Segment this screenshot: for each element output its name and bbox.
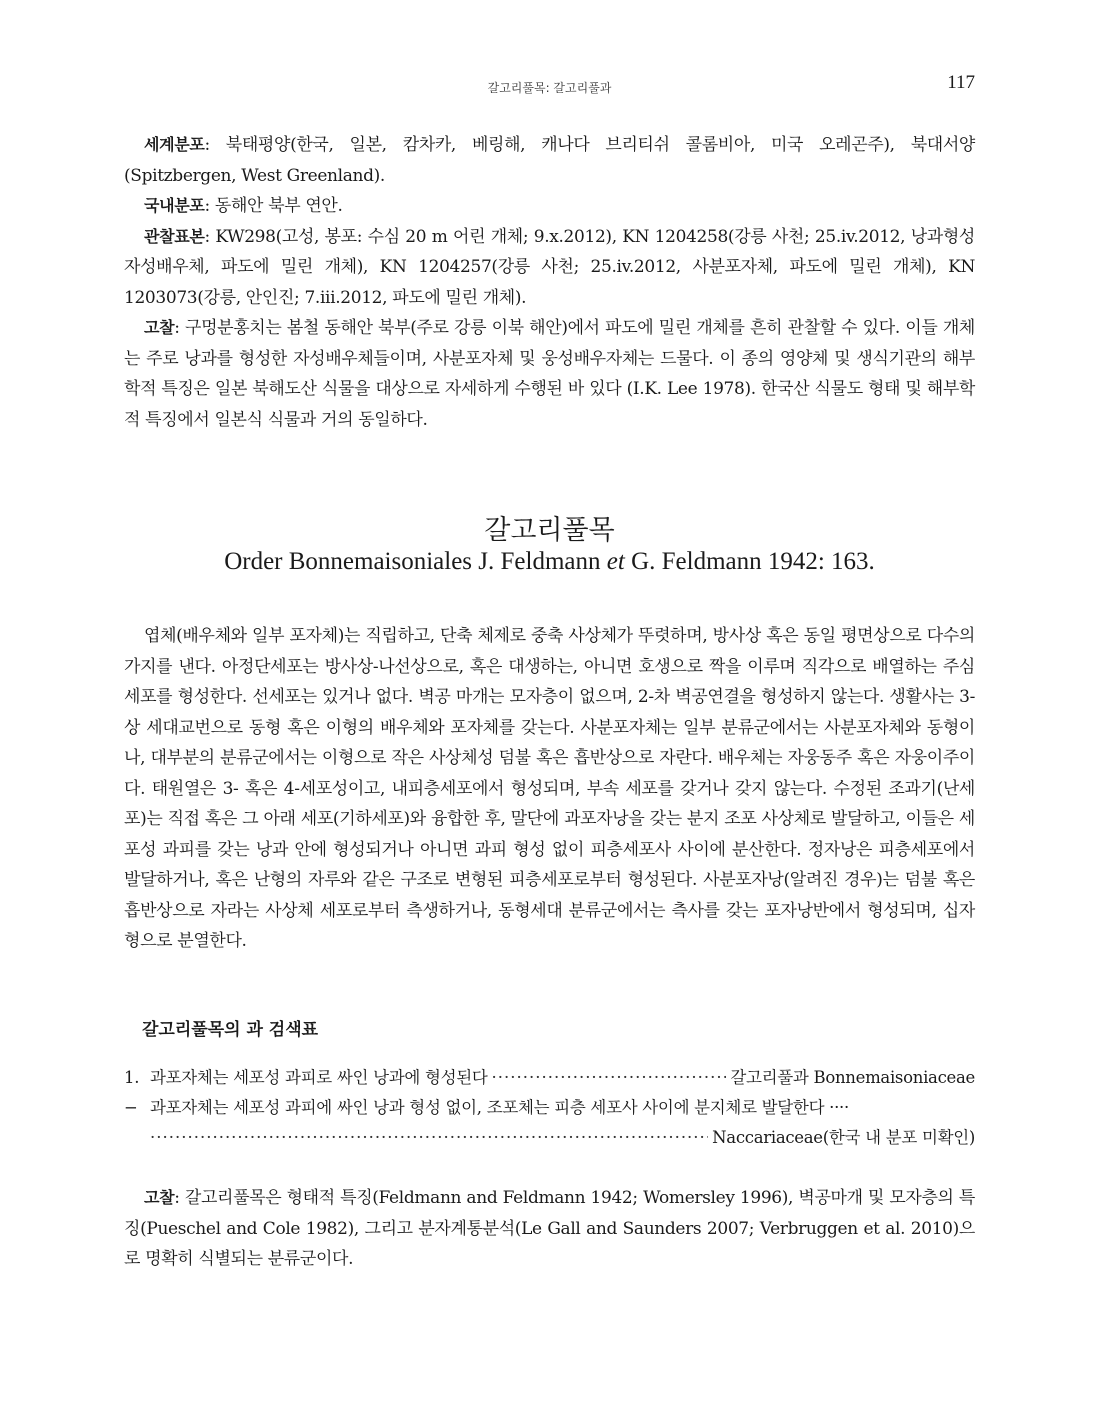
specimens-paragraph xyxy=(124,222,975,314)
world-distribution-label: 세계분포 xyxy=(144,135,205,154)
order-description: 엽체(배우체와 일부 포자체)는 직립하고, 단축 체제로 중축 사상체가 뚜렷하며, 방사상 혹은 동일 평면상으로 다수의 가지를 낸다. 아정단세포는 방사상-나선상으로, 혹은 대생하는, 아니면 호생으로 짝을 이루며 직각으로 배열하는 주심세포를 형성한다. 선세포는 있거나 없다. 벽공 마개는 모자층이 없으며, 2-차 벽공연결을 형성하지 않는다. 생활사는 3-상 세대교번으로 동형 혹은 이형의 배우체와 포자체를 갖는다. 사분포자체는 일부 분류군에서는 사분포자체와 동형이나, 대부분의 분류군에서는 이형으로 작은 사상체성 덤불 혹은 흡반상으로 자란다. 배우체는 자웅동주 혹은 자웅이주이다. 태원열은 3- 혹은 4-세포성이고, 내피층세포에서 형성되며, 부속 세포를 갖거나 갖지 않는다. 수정된 조과기(난세포)는 직접 혹은 그 아래 세포(기하세포)와 융합한 후, 말단에 과포자낭을 갖는 분지 조포 사상체로 발달하고, 이들은 세포성 과피를 갖는 낭과 안에 형성되거나 아니면 과피 형성 없이 피층세포사 사이에 분산한다. 정자낭은 피층세포에서 발달하거나, 혹은 난형의 자루와 같은 구조로 변형된 피층세포로부터 형성된다. 사분포자낭(알려진 경우)는 덤불 혹은 흡반상으로 자라는 사상체 세포로부터 측생하거나, 동형세대 분류군에서는 측사를 갖는 포자낭반에서 형성되며, 십자형으로 분열한다. xyxy=(124,626,975,951)
order-title: 갈고리풀목 xyxy=(484,515,615,546)
leader-dots xyxy=(492,1068,727,1087)
order-subtitle xyxy=(124,548,975,576)
order-subtitle-before: Order Bonnemaisoniales J. Feldmann xyxy=(224,548,607,575)
key-item-2-number: − xyxy=(124,1098,138,1117)
key-item-1-text: 과포자체는 세포성 과피로 싸인 낭과에 형성된다 xyxy=(150,1068,488,1087)
world-distribution-paragraph xyxy=(124,130,975,191)
page-number: 117 xyxy=(947,72,975,93)
leader-dots xyxy=(150,1128,708,1147)
key-item-1-result: 갈고리풀과 Bonnemaisoniaceae xyxy=(730,1068,975,1087)
korea-distribution-label: 국내분포 xyxy=(144,196,205,215)
key-item-2-result: Naccariaceae(한국 내 분포 미확인) xyxy=(712,1128,975,1147)
remarks-label: 고찰 xyxy=(144,318,175,337)
order-remarks-text: : 갈고리풀목은 형태적 특징(Feldmann and Feldmann 1942; Womersley 1996), 벽공마개 및 모자층의 특징(Pueschel and Cole 1982), 그리고 분자계통분석(Le Gall and Saunders 2007; Verbruggen et al. 2010)으로 명확히 식별되는 분류군이다. xyxy=(124,1188,975,1269)
running-title: 갈고리풀목: 갈고리풀과 xyxy=(487,81,612,95)
korea-distribution-text: : 동해안 북부 연안. xyxy=(204,196,343,216)
key-item-1 xyxy=(124,1064,975,1094)
korea-distribution-paragraph xyxy=(124,191,975,222)
family-key xyxy=(124,1064,975,1154)
order-subtitle-italic: et xyxy=(606,548,625,575)
specimens-label: 관찰표본 xyxy=(144,226,205,246)
key-item-2 xyxy=(124,1094,975,1124)
key-heading: 갈고리풀목의 과 검색표 xyxy=(142,1020,319,1040)
order-description-block xyxy=(124,621,975,957)
order-remarks-paragraph xyxy=(124,1183,975,1275)
order-remarks-label: 고찰 xyxy=(144,1188,175,1207)
key-item-2-continuation xyxy=(124,1124,975,1154)
species-section xyxy=(124,130,975,435)
specimens-text: : KW298(고성, 봉포: 수심 20 m 어린 개체; 9.x.2012), KN 1204258(강릉 사천; 25.iv.2012, 낭과형성 자성배우체, 파도에 밀린 개체), KN 1204257(강릉 사천; 25.iv.2012, 사분포자체, 파도에 밀린 개체), KN 1203073(강릉, 안인진; 7.iii.2012, 파도에 밀린 개체). xyxy=(124,226,975,308)
key-item-2-text: 과포자체는 세포성 과피에 싸인 낭과 형성 없이, 조포체는 피층 세포사 사이에 분지체로 발달한다 ···· xyxy=(150,1098,849,1117)
order-remarks-block xyxy=(124,1183,975,1275)
key-item-1-number: 1. xyxy=(124,1068,140,1087)
remarks-paragraph xyxy=(124,313,975,435)
world-distribution-text: : 북태평양(한국, 일본, 캄차카, 베링해, 캐나다 브리티쉬 콜롬비아, 미국 오레곤주), 북대서양 (Spitzbergen, West Greenland). xyxy=(124,135,975,186)
running-header xyxy=(124,72,975,100)
order-subtitle-after: G. Feldmann 1942: 163. xyxy=(624,548,875,575)
remarks-text: : 구멍분홍치는 봄철 동해안 북부(주로 강릉 이북 해안)에서 파도에 밀린 개체를 흔히 관찰할 수 있다. 이들 개체는 주로 낭과를 형성한 자성배우체들이며, 사분포자체 및 웅성배우자체는 드물다. 이 종의 영양체 및 생식기관의 해부학적 특징은 일본 북해도산 식물을 대상으로 자세하게 수행된 바 있다 (I.K. Lee 1978). 한국산 식물도 형태 및 해부학적 특징에서 일본식 식물과 거의 동일하다. xyxy=(124,318,975,430)
